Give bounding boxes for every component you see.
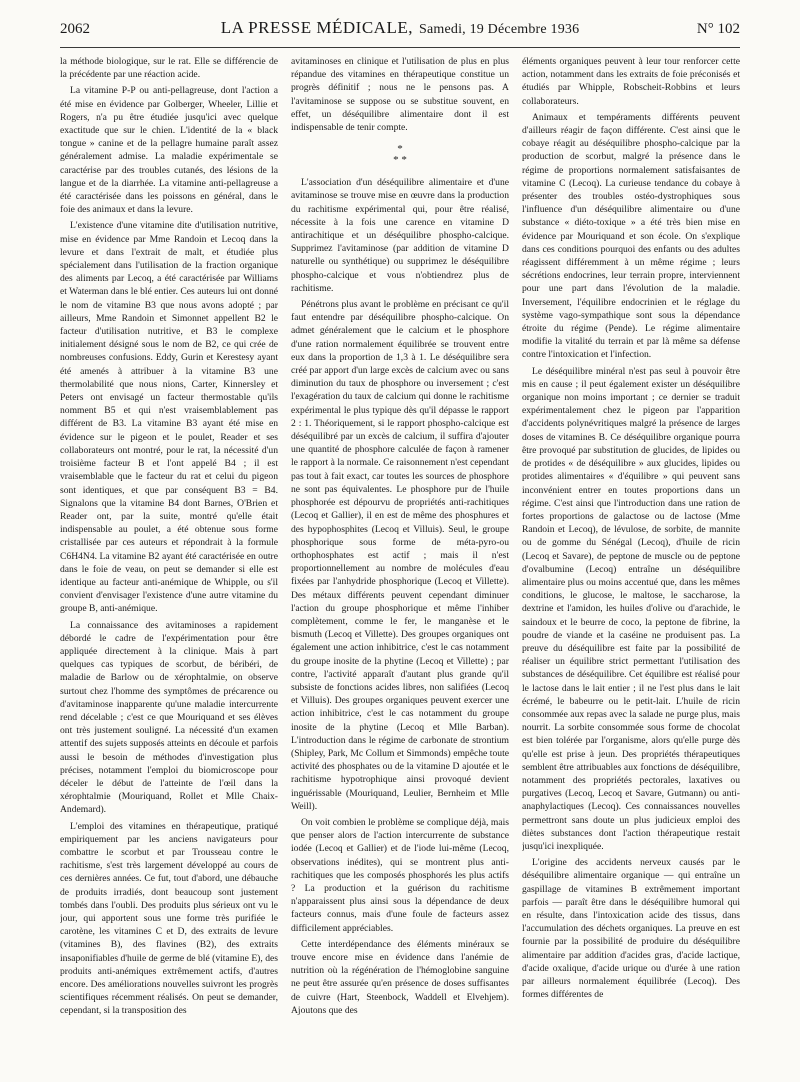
paragraph: L'existence d'une vitamine dite d'utilisation nutritive, mise en évidence par Mme Randoin et Lecoq dans la levure et dans l'extrait de malt, et étudiée plus spécialement dans l'utilisation de la fraction organique des aliments par Lecoq, a été caractérisée par Williams et Waterman dans le blé entier. Ces auteurs lui ont donné le nom de vitamine B3 que nous avons adopté ; par ailleurs, Mme Randoin et Simonnet appellent B2 le facteur d'utilisation nutritive, et B3 le complexe initialement désigné sous le nom de B2, ce qui crée de nombreuses confusions. Eddy, Gurin et Kerestesy ayant été amenés à attribuer à la vitamine B3 une thermolabilité que nous nions, Carter, Kinnersley et Peters ont envisagé un facteur thermostable qu'ils nomment B5 et qui n'est vraisemblablement pas différent de B3. La vitamine B3 ayant été mise en évidence sur le pigeon et le poulet, Reader et ses collaborateurs ont montré, pour le rat, la nécessité d'un troisième facteur B et l'ont appelé B4 ; il est vraisemblable que le facteur du rat et celui du pigeon sont identiques, et que par conséquent B3 = B4. Signalons que la vitamine B4 dont Barnes, O'Brien et Reader ont, par la suite, montré qu'elle était indispensable au poulet, a été obtenue sous forme cristallisée par ces auteurs et répondrait à la formule C6H4N4. La vitamine B2 ayant été caractérisée en outre dans le foie de veau, on peut se demander si elle est identique au facteur anti-anémique de Whipple, ou s'il convient d'envisager l'existence d'une autre vitamine du groupe B, anti-anémique. [60, 220, 278, 615]
paragraph: On voit combien le problème se complique déjà, mais que penser alors de l'action intercurrente de substance iodée (Lecoq et Gallier) et de l'iode lui-même (Lecoq, observations inédites), qui se montrent plus anti-rachitiques que les composés phosphorés les plus actifs ? La production et la guérison du rachitisme n'apparaissent plus ainsi sous la dépendance de deux facteurs connus, mais d'une foule de facteurs assez difficilement appréciables. [291, 816, 509, 934]
header-rule [60, 47, 740, 48]
text-columns [60, 55, 740, 1073]
paragraph: Le déséquilibre minéral n'est pas seul à pouvoir être mis en cause ; il peut également exister un déséquilibre organique non moins important ; ce dernier se traduit expérimentalement chez le pigeon par l'apparition d'accidents polynévritiques malgré la présence de larges doses de vitamines B. Ce déséquilibre organique pourra être provoqué par substitution de glucides, de lipides ou de protides « de déséquilibre » aux glucides, lipides ou protides alimentaires « d'équilibre » qui peuvent sans inconvénient entrer en toutes proportions dans un régime. C'est ainsi que l'introduction dans une ration de fortes proportions de galactose ou de lactose (Mme Randoin et Lecoq), de lévulose, de sorbite, de mannite ou de gomme du Sénégal (Lecoq), d'huile de ricin (Lecoq et Savare), de peptone de muscle ou de peptone d'ovalbumine (Lecoq) entraîne un déséquilibre alimentaire plus ou moins accentué que, dans les mêmes conditions, le glucose, le maltose, le saccharose, la dextrine et l'amidon, les huiles d'olive ou d'arachide, le saindoux et le beurre de coco, la peptone de fibrine, la poudre de viande et la caséine ne produisent pas. La preuve du déséquilibre est faite par la possibilité de réaliser un équilibre strict permettant l'utilisation des substances de déséquilibre. Cet équilibre est réalisé pour le lactose dans le lait entier ; il ne l'est plus dans le lait écrémé, le babeurre ou le petit-lait. L'huile de ricin consommée aux repas avec la salade ne purge plus, mais nourrit. La sorbite consommée sous forme de chocolat est bien tolérée par l'organisme, alors qu'elle purge dès qu'elle est prise à jeun. Des propriétés thérapeutiques semblent être attribuables aux fonctions de déséquilibre, notamment des propriétés pectorales, laxatives ou purgatives (Lecoq, Lecoq et Savare, Gutmann) ou anti-anaphylactiques (Lecoq). Ces connaissances nouvelles permettront sans doute un plus judicieux emploi des diètes substances dont l'action thérapeutique restait jusqu'ici inexpliquée. [522, 365, 740, 852]
paragraph: Animaux et tempéraments différents peuvent d'ailleurs réagir de façon différente. C'est ainsi que le cobaye réagit au déséquilibre phospho-calcique par la production de scorbut, malgré la présence dans le régime de proportions normalement satisfaisantes de vitamine C (Lecoq). La curieuse tendance du cobaye à présenter des troubles ostéo-dystrophiques sous l'influence d'un déséquilibre alimentaire ou d'une substance « diéto-toxique » a été très bien mise en évidence par Mouriquand et son école. On s'explique dans ces conditions pourquoi des enfants ou des adultes réagissent différemment à un même régime ; leurs sécrétions endocrines, leur terrain propre, interviennent pour une part dans l'évolution de la maladie. Inversement, l'équilibre endocrinien et le réglage du système vago-sympathique sont sous la dépendance étroite du régime (Pende). Le régime alimentaire modifie la vitalité du terrain et par là même sa défense contre l'intoxication et l'infection. [522, 111, 740, 361]
paragraph: avitaminoses en clinique et l'utilisation de plus en plus répandue des vitamines en thérapeutique constitue un progrès définitif ; nous ne le pensons pas. A l'avitaminose se suppose ou se substitue souvent, en effet, un déséquilibre alimentaire dont il est indispensable de tenir compte. [291, 56, 509, 134]
section-separator [291, 144, 509, 166]
page-header [60, 18, 740, 44]
column-left [60, 55, 278, 1073]
paragraph: L'origine des accidents nerveux causés par le déséquilibre alimentaire organique — qui entraîne un gaspillage de vitamines B extrêmement important parfois — paraît être dans le déséquilibre humoral qui en résulte, dans l'intoxication acide des tissus, dans l'accumulation des déchets organiques. La preuve en est fournie par la possibilité de produire du déséquilibre alimentaire par addition d'acides gras, d'acide lactique, d'acide oxalique, d'acide urique ou d'urée à une ration par ailleurs normalement équilibrée (Lecoq). Des formes différentes de [522, 857, 740, 1001]
page-number: 2062 [60, 21, 90, 37]
paragraph: éléments organiques peuvent à leur tour renforcer cette action, notamment dans les extraits de foie préconisés et étudiés par Whipple, Robscheit-Robbins et leurs collaborateurs. [522, 56, 740, 107]
issue-number: N° 102 [696, 21, 740, 37]
column-middle [291, 55, 509, 1073]
paragraph: La connaissance des avitaminoses a rapidement débordé le cadre de l'expérimentation pour être appliquée directement à la clinique. Mais à part quelques cas typiques de scorbut, de béribéri, de maladie de Barlow ou de xérophtalmie, on observe surtout chez l'homme des symptômes de précarence ou d'avitaminose inapparente qu'une maladie intercurrente rend décelable ; c'est ce que Mouriquand et ses élèves ont très justement souligné. La nécessité d'un examen attentif des sujets supposés atteints en découle et parfois aussi le besoin de méthodes d'investigation plus précises, notamment l'emploi du biomicroscope pour déceler le début de l'atteinte de l'œil dans la xérophtalmie (Mouriquand, Rollet et Mlle Chaix-Andemard). [60, 619, 278, 816]
separator-star-top: * [397, 143, 403, 156]
issue-date: Samedi, 19 Décembre 1936 [418, 22, 580, 37]
paragraph: Pénétrons plus avant le problème en précisant ce qu'il faut entendre par déséquilibre phospho-calcique. On admet généralement que le calcium et le phosphore d'une ration normalement équilibrée se trouvent entre eux dans la proportion de 1,3 à 1. Le déséquilibre sera créé par apport d'un large excès de calcium avec ou sans diminution du taux de phosphore ou inversement ; c'est l'exagération du taux de calcium qui donne le rachitisme expérimental le plus typique dès qu'il dépasse le rapport 2 : 1. Théoriquement, si le rapport phospho-calcique est déséquilibré par un excès de calcium, il suffira d'ajouter une quantité de phosphore calculée de façon à ramener le rapport à la normale. Ce raisonnement n'est cependant pas tout à fait exact, car toutes les sources de phosphore ne sont pas équivalentes. Le phosphore pur de l'huile phosphorée est dépourvu de propriétés anti-rachitiques (Lecoq et Gallier), il en est de même des phosphures et des hypophosphites (Lecoq et Villuis). Seul, le groupe phosphorique sous forme de méta-pyro-ou orthophosphates est actif ; mais il n'est proportionnellement au nombre de molécules d'eau fixées par l'anhydride phosphorique (Lecoq et Villette). Des métaux différents peuvent cependant diminuer l'action du groupe phosphorique et même l'inhiber complètement, comme le fer, le manganèse et le bismuth (Lecoq et Villette). Des groupes organiques ont également une action inhibitrice, c'est le cas notamment du groupe inosite de la phytine (Lecoq et Villette) ; par contre, l'activité apparaît d'autant plus grande qu'il subsiste de fonctions acides libres, non salifiées (Lecoq et Villuis). Des groupes organiques peuvent exercer une action inhibitrice, c'est le cas notamment du groupe inosite de la phytine (Lecoq et Mlle Barban). L'introduction dans le régime de carbonate de strontium (Shipley, Park, Mc Collum et Simmonds) empêche toute activité des phosphates ou de la vitamine D ajoutée et le rachitisme hypotrophique ainsi provoqué devient inguérissable (Mouriquand, Leulier, Bernheim et Mlle Weill). [291, 299, 509, 812]
paragraph: Cette interdépendance des éléments minéraux se trouve encore mise en évidence dans l'anémie de nutrition où la régénération de l'hémoglobine sanguine ne peut être assurée qu'en présence de doses suffisantes de cuivre (Hart, Steenbock, Waddell et Elvehjem). Ajoutons que des [291, 938, 509, 1016]
journal-title [150, 18, 650, 38]
column-right [522, 55, 740, 1073]
separator-stars-bottom: * * [393, 154, 407, 167]
paragraph: L'association d'un déséquilibre alimentaire et d'une avitaminose se trouve mise en œuvre dans la production du rachitisme expérimental qui, pour être réalisé, nécessite à la fois une carence en vitamine D antirachitique et un déséquilibre phospho-calcique. Supprimez l'avitaminose (par addition de vitamine D naturelle ou synthétique) ou supprimez le déséquilibre phospho-calcique et vous n'obtiendrez plus de rachitisme. [291, 177, 509, 294]
paragraph: la méthode biologique, sur le rat. Elle se différencie de la précédente par une réaction acide. [60, 56, 278, 81]
paragraph: L'emploi des vitamines en thérapeutique, pratiqué empiriquement par les anciens navigateurs pour combattre le scorbut et par Trousseau contre le rachitisme, s'est très largement développé au cours de ces dernières années. Ce fut, tout d'abord, une débauche de produits irradiés, dont beaucoup sont justement tombés dans l'oubli. Des produits plus sérieux ont vu le jour, qui apportent sous une forme très purifiée le carotène, les vitamines C et D, des extraits de levure (vitamines B), des flavines (B2), des extraits insaponifiables d'huile de germe de blé (vitamine E), des produits anti-anémiques extrêmement actifs, d'autres encore. Des améliorations nouvelles suivront les progrès scientifiques récemment réalisés. On peut se demander, cependant, si la transposition des [60, 820, 278, 1017]
paragraph: La vitamine P-P ou anti-pellagreuse, dont l'action a été mise en évidence par Golberger, Wheeler, Lillie et Rogers, n'a pu être étudiée jusqu'ici avec quelque exactitude que sur le chien. L'identité de la « black tongue » canine et de la pellagre humaine paraît assez généralement admise. La maladie expérimentale se caractérise par des troubles cutanés, des lésions de la langue et de la diarrhée. La vitamine anti-pellagreuse a été caractérisée dans les poissons en général, dans le foie des animaux et dans la levure. [60, 85, 278, 216]
journal-name: LA PRESSE MÉDICALE, [220, 18, 413, 37]
